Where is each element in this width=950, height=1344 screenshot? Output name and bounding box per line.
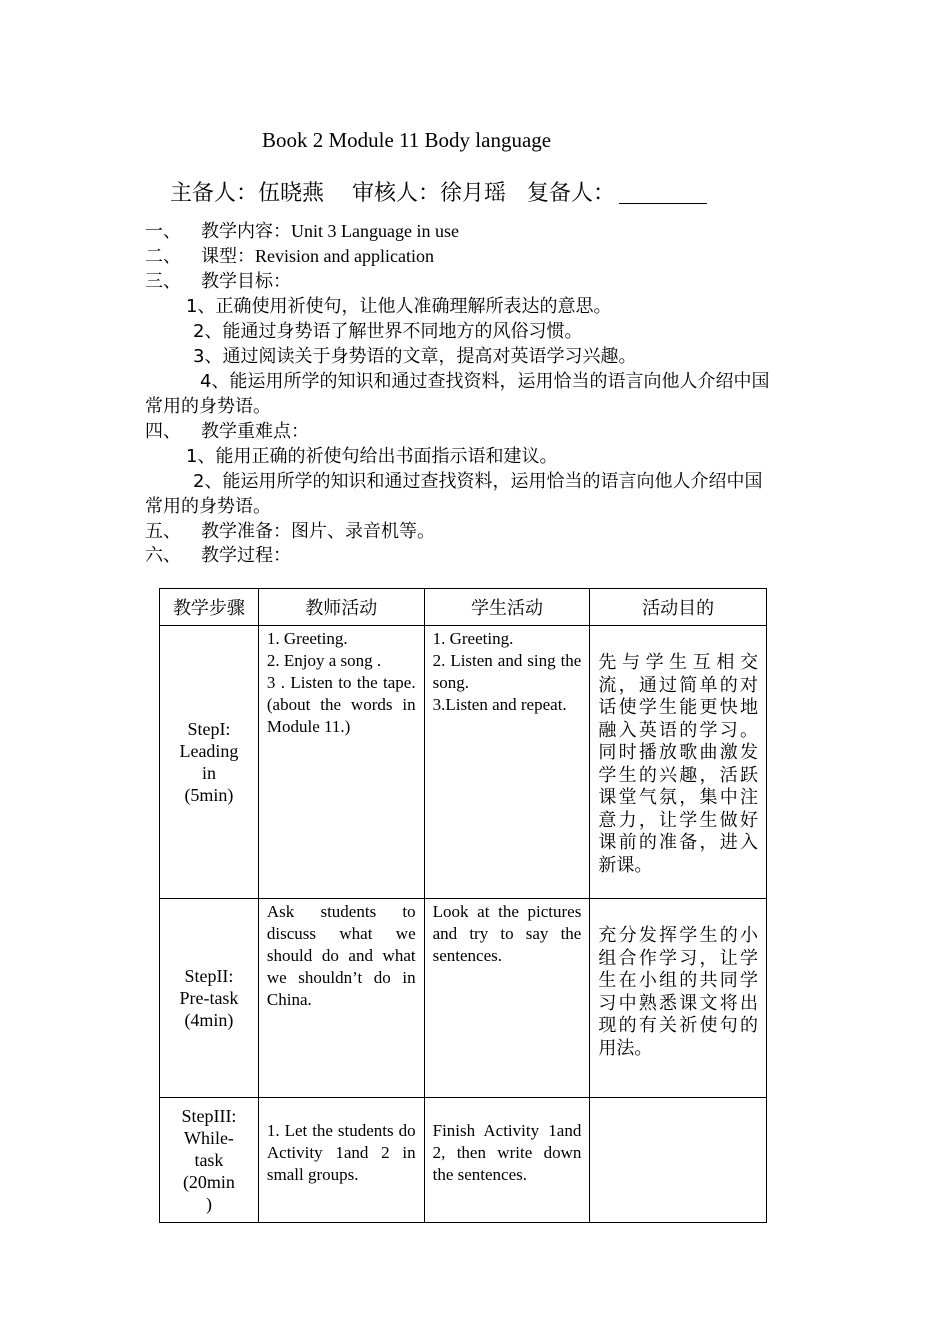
key-point-2-cont: 常用的身势语。 — [145, 496, 271, 517]
teacher-cell: 1. Greeting. 2. Enjoy a song . 3 . Listen to the tape.(about the words in Module 11.) — [258, 626, 424, 899]
table-header-row — [160, 589, 767, 626]
teacher-cell: Ask students to discuss what we should do and what we shouldn’t do in China. — [258, 899, 424, 1098]
objective-4-cont: 常用的身势语。 — [145, 396, 271, 417]
purpose-cell: 先与学生互相交流，通过简单的对话使学生能更快地融入英语的学习。同时播放歌曲激发学生的兴趣，活跃课堂气氛，集中注意力，让学生做好课前的准备，进入新课。 — [590, 626, 767, 899]
objective-1: 1、正确使用祈使句，让他人准确理解所表达的意思。 — [186, 296, 612, 317]
table-row — [160, 626, 767, 899]
step-cell: StepI: Leading in (5min) — [160, 626, 259, 899]
table-row — [160, 1098, 767, 1223]
table-row — [160, 899, 767, 1098]
header-step: 教学步骤 — [160, 589, 259, 626]
objective-4: 4、能运用所学的知识和通过查找资料，运用恰当的语言向他人介绍中国 — [200, 371, 770, 392]
header-student: 学生活动 — [424, 589, 590, 626]
section-5: 五、 教学准备：图片、录音机等。 — [145, 521, 435, 542]
teacher-cell: 1. Let the students do Activity 1and 2 in small groups. — [258, 1098, 424, 1223]
header-purpose: 活动目的 — [590, 589, 767, 626]
student-cell: Look at the pictures and try to say the sentences. — [424, 899, 590, 1098]
teaching-process-table — [159, 588, 767, 1223]
header-teacher: 教师活动 — [258, 589, 424, 626]
student-cell: Finish Activity 1and 2, then write down the sentences. — [424, 1098, 590, 1223]
section-1: 一、 教学内容：Unit 3 Language in use — [145, 221, 459, 242]
roles-text: 主备人：伍晓燕 审核人：徐月瑶 复备人： — [170, 181, 615, 206]
section-4: 四、 教学重难点： — [145, 421, 309, 442]
objective-2: 2、能通过身势语了解世界不同地方的风俗习惯。 — [193, 321, 583, 342]
student-cell: 1. Greeting. 2. Listen and sing the song. 3.Listen and repeat. — [424, 626, 590, 899]
key-point-1: 1、能用正确的祈使句给出书面指示语和建议。 — [186, 446, 558, 467]
section-6: 六、 教学过程： — [145, 545, 291, 566]
preparer-line — [170, 176, 707, 207]
document-title: Book 2 Module 11 Body language — [262, 128, 552, 152]
section-2: 二、 课型：Revision and application — [145, 246, 434, 267]
section-3: 三、 教学目标： — [145, 271, 291, 292]
purpose-cell: 充分发挥学生的小组合作学习，让学生在小组的共同学习中熟悉课文将出现的有关祈使句的用法。 — [590, 899, 767, 1098]
key-point-2: 2、能运用所学的知识和通过查找资料，运用恰当的语言向他人介绍中国 — [193, 471, 763, 492]
objective-3: 3、通过阅读关于身势语的文章，提高对英语学习兴趣。 — [193, 346, 637, 367]
reviewer-blank — [619, 203, 707, 204]
step-cell: StepII: Pre-task (4min) — [160, 899, 259, 1098]
step-cell: StepIII: While- task (20min ) — [160, 1098, 259, 1223]
purpose-cell — [590, 1098, 767, 1223]
